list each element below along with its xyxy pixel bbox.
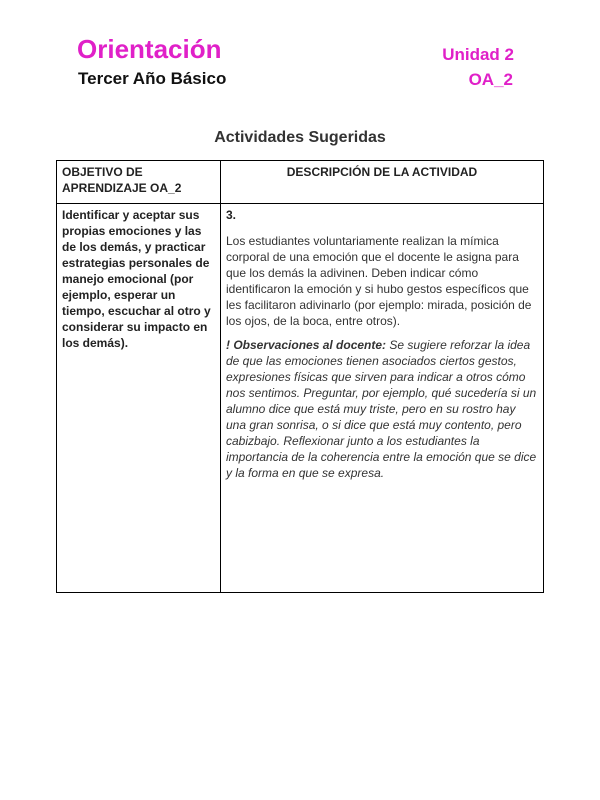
activities-table [56, 160, 544, 593]
table-row [57, 204, 544, 593]
objective-cell [57, 204, 221, 593]
subject-title: Orientación [77, 34, 222, 64]
description-header: DESCRIPCIÓN DE LA ACTIVIDAD [221, 161, 544, 204]
observations-text: Se sugiere reforzar la idea de que las emociones tienen asociados ciertos gestos, expresiones físicas que sirven para indicar a otros cómo nos sentimos. Preguntar, por ejemplo, qué sucedería si un alumno dice que está muy triste, pero en su rostro hay una gran sonrisa, o si dice que está muy contento, pero cabizbajo. Reflexionar junto a los estudiantes la importancia de la coherencia entre la emoción que se dice y la forma en que se expresa. [226, 338, 537, 480]
objective-text: Identificar y aceptar sus propias emociones y las de los demás, y practicar estrategias personales de manejo emocional (por ejemplo, esperar un tiempo, escuchar al otro y considerar su impacto en los demás). [62, 208, 211, 350]
teacher-observations [226, 337, 538, 481]
description-cell [221, 204, 544, 593]
unit-label: Unidad 2 [442, 45, 514, 64]
activity-description: Los estudiantes voluntariamente realizan la mímica corporal de una emoción que el docente le asigna para que los demás la adivinen. Deben indicar cómo identificaron la emoción y si hubo gestos específicos que les facilitaron adivinarlo (por ejemplo: mirada, posición de los ojos, de la boca, entre otros). [226, 234, 532, 328]
grade-level: Tercer Año Básico [78, 69, 227, 88]
oa-label: OA_2 [468, 70, 513, 89]
objective-header: OBJETIVO DE APRENDIZAJE OA_2 [57, 161, 221, 204]
section-title: Actividades Sugeridas [214, 129, 386, 146]
activity-number: 3. [226, 208, 237, 222]
table-header-row [57, 161, 544, 204]
observations-label: ! Observaciones al docente: [226, 338, 387, 352]
